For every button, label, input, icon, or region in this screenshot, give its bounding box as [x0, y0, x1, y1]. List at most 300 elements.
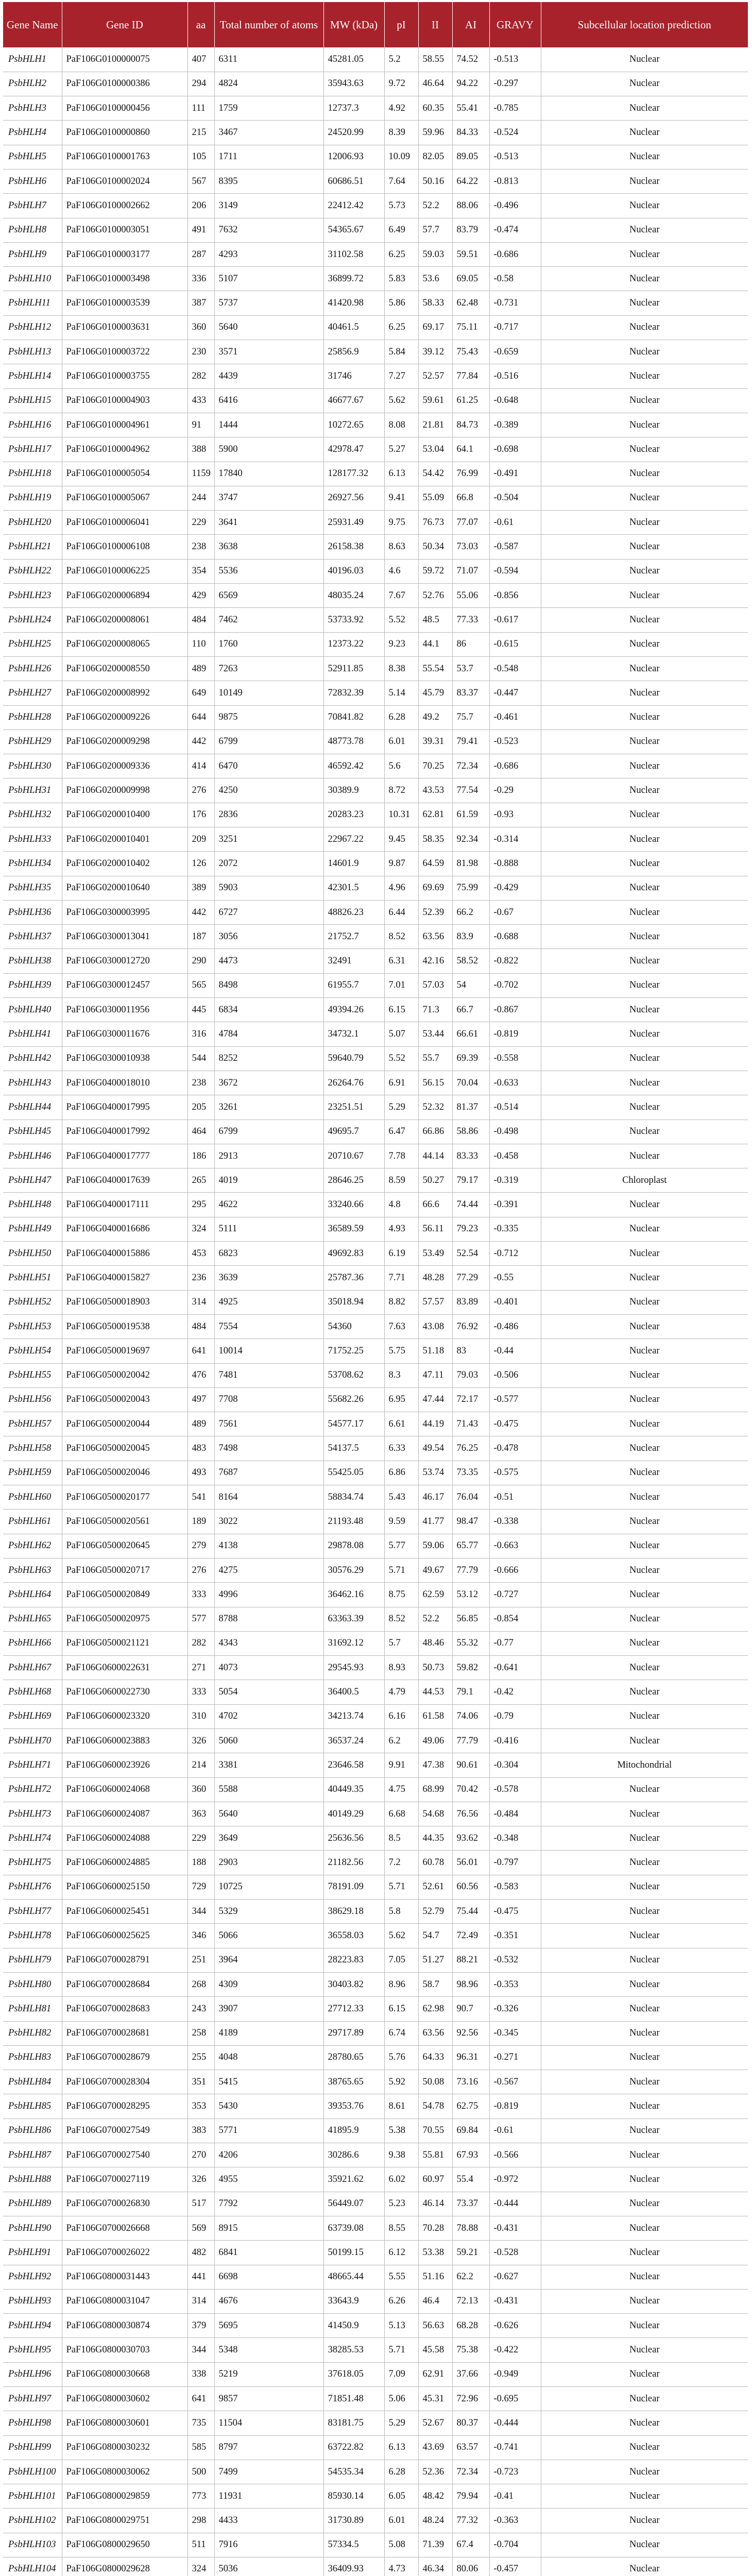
gravy-cell: -0.731 — [489, 291, 541, 315]
mw-cell: 35943.63 — [323, 72, 384, 96]
location-cell: Nuclear — [541, 1607, 748, 1631]
atoms-cell: 6841 — [214, 2241, 323, 2265]
ii-cell: 57.57 — [418, 1290, 452, 1314]
header-gene-id: Gene ID — [62, 2, 187, 47]
aa-cell: 290 — [187, 949, 214, 973]
table-row — [3, 96, 748, 121]
gene-name-cell: PsbHLH16 — [3, 413, 62, 437]
aa-cell: 360 — [187, 1777, 214, 1802]
atoms-cell: 7481 — [214, 1363, 323, 1387]
table-row — [3, 1022, 748, 1046]
ii-cell: 47.11 — [418, 1363, 452, 1387]
pi-cell: 6.01 — [384, 730, 418, 754]
gene-name-cell: PsbHLH31 — [3, 778, 62, 803]
table-row — [3, 1120, 748, 1144]
location-cell: Nuclear — [541, 1875, 748, 1899]
pi-cell: 4.93 — [384, 1217, 418, 1241]
atoms-cell: 7708 — [214, 1387, 323, 1412]
location-cell: Nuclear — [541, 2070, 748, 2094]
location-cell: Nuclear — [541, 754, 748, 778]
table-row — [3, 218, 748, 242]
ii-cell: 54.68 — [418, 1802, 452, 1826]
table-row — [3, 2119, 748, 2143]
atoms-cell: 6416 — [214, 388, 323, 413]
gravy-cell: -0.29 — [489, 778, 541, 803]
table-row — [3, 1924, 748, 1948]
mw-cell: 36400.5 — [323, 1680, 384, 1704]
gravy-cell: -0.704 — [489, 2533, 541, 2557]
table-row — [3, 2411, 748, 2435]
ii-cell: 50.08 — [418, 2070, 452, 2094]
ii-cell: 62.91 — [418, 2362, 452, 2386]
table-row — [3, 145, 748, 169]
pi-cell: 5.62 — [384, 388, 418, 413]
pi-cell: 8.3 — [384, 1363, 418, 1387]
gene-id-cell: PaF106G0500019538 — [62, 1314, 187, 1338]
ai-cell: 62.2 — [452, 2265, 489, 2289]
ai-cell: 98.47 — [452, 1510, 489, 1534]
table-row — [3, 2216, 748, 2240]
aa-cell: 1159 — [187, 462, 214, 486]
ai-cell: 59.51 — [452, 242, 489, 266]
location-cell: Chloroplast — [541, 1168, 748, 1193]
mw-cell: 26158.38 — [323, 535, 384, 559]
gravy-cell: -0.615 — [489, 632, 541, 656]
gene-id-cell: PaF106G0400017639 — [62, 1168, 187, 1193]
ai-cell: 88.21 — [452, 1948, 489, 1972]
gravy-cell: -0.822 — [489, 949, 541, 973]
mw-cell: 63739.08 — [323, 2216, 384, 2240]
gravy-cell: -0.702 — [489, 973, 541, 997]
ai-cell: 79.1 — [452, 1680, 489, 1704]
gene-name-cell: PsbHLH41 — [3, 1022, 62, 1046]
table-row — [3, 121, 748, 145]
table-row — [3, 2362, 748, 2386]
table-row — [3, 1704, 748, 1728]
location-cell: Nuclear — [541, 1314, 748, 1338]
gravy-cell: -0.474 — [489, 218, 541, 242]
ii-cell: 57.7 — [418, 218, 452, 242]
gravy-cell: -0.641 — [489, 1656, 541, 1680]
aa-cell: 314 — [187, 2289, 214, 2313]
pi-cell: 6.47 — [384, 1120, 418, 1144]
ii-cell: 59.72 — [418, 559, 452, 583]
table-row — [3, 1387, 748, 1412]
aa-cell: 453 — [187, 1242, 214, 1266]
atoms-cell: 7499 — [214, 2460, 323, 2484]
table-row — [3, 1997, 748, 2021]
mw-cell: 46677.67 — [323, 388, 384, 413]
pi-cell: 6.05 — [384, 2484, 418, 2509]
location-cell: Nuclear — [541, 413, 748, 437]
aa-cell: 279 — [187, 1534, 214, 1558]
aa-cell: 644 — [187, 705, 214, 730]
atoms-cell: 10014 — [214, 1339, 323, 1363]
location-cell: Nuclear — [541, 1924, 748, 1948]
gene-name-cell: PsbHLH65 — [3, 1607, 62, 1631]
pi-cell: 6.86 — [384, 1461, 418, 1485]
gravy-cell: -0.688 — [489, 925, 541, 949]
gene-id-cell: PaF106G0300011956 — [62, 998, 187, 1022]
pi-cell: 6.15 — [384, 1997, 418, 2021]
pi-cell: 8.59 — [384, 1168, 418, 1193]
table-row — [3, 315, 748, 340]
aa-cell: 333 — [187, 1680, 214, 1704]
gene-id-cell: PaF106G0300003995 — [62, 900, 187, 924]
atoms-cell: 5036 — [214, 2557, 323, 2576]
pi-cell: 6.01 — [384, 2509, 418, 2533]
gravy-cell: -0.949 — [489, 2362, 541, 2386]
pi-cell: 5.71 — [384, 2338, 418, 2362]
gene-id-cell: PaF106G0800031443 — [62, 2265, 187, 2289]
ii-cell: 41.77 — [418, 1510, 452, 1534]
gene-id-cell: PaF106G0500020045 — [62, 1436, 187, 1461]
gravy-cell: -0.486 — [489, 1314, 541, 1338]
ii-cell: 66.6 — [418, 1193, 452, 1217]
ai-cell: 83.79 — [452, 218, 489, 242]
ai-cell: 74.52 — [452, 47, 489, 72]
location-cell: Nuclear — [541, 1412, 748, 1436]
aa-cell: 187 — [187, 925, 214, 949]
ai-cell: 59.21 — [452, 2241, 489, 2265]
ii-cell: 53.74 — [418, 1461, 452, 1485]
table-row — [3, 1046, 748, 1071]
ii-cell: 53.44 — [418, 1022, 452, 1046]
atoms-cell: 4702 — [214, 1704, 323, 1728]
location-cell: Nuclear — [541, 2192, 748, 2216]
ii-cell: 55.54 — [418, 656, 452, 681]
atoms-cell: 8788 — [214, 1607, 323, 1631]
aa-cell: 91 — [187, 413, 214, 437]
ai-cell: 64.1 — [452, 437, 489, 462]
mw-cell: 20710.67 — [323, 1144, 384, 1168]
gene-id-cell: PaF106G0800029751 — [62, 2509, 187, 2533]
aa-cell: 238 — [187, 535, 214, 559]
ai-cell: 90.7 — [452, 1997, 489, 2021]
atoms-cell: 5348 — [214, 2338, 323, 2362]
atoms-cell: 4309 — [214, 1972, 323, 1996]
ai-cell: 92.56 — [452, 2021, 489, 2045]
gene-name-cell: PsbHLH90 — [3, 2216, 62, 2240]
table-row — [3, 584, 748, 608]
mw-cell: 26927.56 — [323, 486, 384, 510]
location-cell: Nuclear — [541, 1120, 748, 1144]
atoms-cell: 6470 — [214, 754, 323, 778]
ai-cell: 94.22 — [452, 72, 489, 96]
pi-cell: 9.87 — [384, 852, 418, 876]
pi-cell: 5.62 — [384, 1924, 418, 1948]
mw-cell: 40449.35 — [323, 1777, 384, 1802]
atoms-cell: 9857 — [214, 2387, 323, 2411]
aa-cell: 255 — [187, 2045, 214, 2070]
location-cell: Nuclear — [541, 2021, 748, 2045]
ai-cell: 53.12 — [452, 1583, 489, 1607]
gravy-cell: -0.854 — [489, 1607, 541, 1631]
pi-cell: 7.64 — [384, 169, 418, 193]
location-cell: Nuclear — [541, 2387, 748, 2411]
gene-name-cell: PsbHLH13 — [3, 340, 62, 364]
pi-cell: 6.95 — [384, 1387, 418, 1412]
ii-cell: 55.7 — [418, 1046, 452, 1071]
ii-cell: 48.24 — [418, 2509, 452, 2533]
atoms-cell: 10725 — [214, 1875, 323, 1899]
ii-cell: 63.56 — [418, 2021, 452, 2045]
table-row — [3, 2460, 748, 2484]
gene-name-cell: PsbHLH21 — [3, 535, 62, 559]
pi-cell: 7.27 — [384, 364, 418, 388]
gene-id-cell: PaF106G0700027540 — [62, 2143, 187, 2167]
table-row — [3, 998, 748, 1022]
mw-cell: 30403.82 — [323, 1972, 384, 1996]
ai-cell: 77.54 — [452, 778, 489, 803]
pi-cell: 6.19 — [384, 1242, 418, 1266]
gravy-cell: -0.524 — [489, 121, 541, 145]
gene-id-cell: PaF106G0100004903 — [62, 388, 187, 413]
gravy-cell: -0.627 — [489, 2265, 541, 2289]
atoms-cell: 4206 — [214, 2143, 323, 2167]
header-pi: pI — [384, 2, 418, 47]
gene-name-cell: PsbHLH35 — [3, 876, 62, 900]
gene-name-cell: PsbHLH40 — [3, 998, 62, 1022]
gene-id-cell: PaF106G0700027549 — [62, 2119, 187, 2143]
pi-cell: 5.83 — [384, 267, 418, 291]
gene-name-cell: PsbHLH69 — [3, 1704, 62, 1728]
pi-cell: 5.55 — [384, 2265, 418, 2289]
ii-cell: 54.7 — [418, 1924, 452, 1948]
atoms-cell: 3639 — [214, 1266, 323, 1290]
gene-name-cell: PsbHLH98 — [3, 2411, 62, 2435]
gene-id-cell: PaF106G0800031047 — [62, 2289, 187, 2313]
aa-cell: 729 — [187, 1875, 214, 1899]
gravy-cell: -0.506 — [489, 1363, 541, 1387]
gene-id-cell: PaF106G0100003631 — [62, 315, 187, 340]
gravy-cell: -0.79 — [489, 1704, 541, 1728]
gene-id-cell: PaF106G0700028683 — [62, 1997, 187, 2021]
location-cell: Nuclear — [541, 291, 748, 315]
gene-id-cell: PaF106G0400015827 — [62, 1266, 187, 1290]
ai-cell: 77.84 — [452, 364, 489, 388]
aa-cell: 489 — [187, 1412, 214, 1436]
gene-id-cell: PaF106G0500020717 — [62, 1558, 187, 1582]
pi-cell: 4.96 — [384, 876, 418, 900]
pi-cell: 6.2 — [384, 1728, 418, 1753]
gene-name-cell: PsbHLH37 — [3, 925, 62, 949]
atoms-cell: 5903 — [214, 876, 323, 900]
mw-cell: 34732.1 — [323, 1022, 384, 1046]
aa-cell: 243 — [187, 1997, 214, 2021]
gravy-cell: -0.363 — [489, 2509, 541, 2533]
aa-cell: 110 — [187, 632, 214, 656]
pi-cell: 8.82 — [384, 1290, 418, 1314]
gravy-cell: -0.351 — [489, 1924, 541, 1948]
table-row — [3, 1583, 748, 1607]
gravy-cell: -0.297 — [489, 72, 541, 96]
pi-cell: 4.92 — [384, 96, 418, 121]
ii-cell: 46.14 — [418, 2192, 452, 2216]
ai-cell: 90.61 — [452, 1753, 489, 1777]
ai-cell: 77.33 — [452, 608, 489, 632]
gravy-cell: -0.58 — [489, 267, 541, 291]
aa-cell: 251 — [187, 1948, 214, 1972]
gene-id-cell: PaF106G0400017777 — [62, 1144, 187, 1168]
location-cell: Nuclear — [541, 876, 748, 900]
ii-cell: 53.49 — [418, 1242, 452, 1266]
ai-cell: 77.07 — [452, 511, 489, 535]
aa-cell: 464 — [187, 1120, 214, 1144]
ii-cell: 82.05 — [418, 145, 452, 169]
atoms-cell: 3638 — [214, 535, 323, 559]
aa-cell: 445 — [187, 998, 214, 1022]
gene-name-cell: PsbHLH82 — [3, 2021, 62, 2045]
location-cell: Nuclear — [541, 584, 748, 608]
ii-cell: 53.38 — [418, 2241, 452, 2265]
ii-cell: 69.17 — [418, 315, 452, 340]
gene-id-cell: PaF106G0200010640 — [62, 876, 187, 900]
atoms-cell: 2913 — [214, 1144, 323, 1168]
pi-cell: 5.8 — [384, 1900, 418, 1924]
pi-cell: 6.28 — [384, 2460, 418, 2484]
gravy-cell: -0.422 — [489, 2338, 541, 2362]
ii-cell: 55.09 — [418, 486, 452, 510]
location-cell: Nuclear — [541, 169, 748, 193]
gene-name-cell: PsbHLH60 — [3, 1485, 62, 1510]
aa-cell: 206 — [187, 194, 214, 218]
location-cell: Nuclear — [541, 973, 748, 997]
ii-cell: 43.53 — [418, 778, 452, 803]
ai-cell: 69.05 — [452, 267, 489, 291]
pi-cell: 5.92 — [384, 2070, 418, 2094]
ai-cell: 78.88 — [452, 2216, 489, 2240]
gene-id-cell: PaF106G0100001763 — [62, 145, 187, 169]
ii-cell: 48.5 — [418, 608, 452, 632]
table-row — [3, 2265, 748, 2289]
atoms-cell: 5060 — [214, 1728, 323, 1753]
gravy-cell: -0.348 — [489, 1826, 541, 1851]
ai-cell: 83.37 — [452, 681, 489, 705]
ai-cell: 67.93 — [452, 2143, 489, 2167]
gene-name-cell: PsbHLH73 — [3, 1802, 62, 1826]
gravy-cell: -0.416 — [489, 1728, 541, 1753]
header-subcellular-location: Subcellular location prediction — [541, 2, 748, 47]
gravy-cell: -0.458 — [489, 1144, 541, 1168]
ai-cell: 65.77 — [452, 1534, 489, 1558]
aa-cell: 229 — [187, 1826, 214, 1851]
atoms-cell: 3467 — [214, 121, 323, 145]
aa-cell: 189 — [187, 1510, 214, 1534]
aa-cell: 287 — [187, 242, 214, 266]
pi-cell: 8.52 — [384, 1607, 418, 1631]
atoms-cell: 5054 — [214, 1680, 323, 1704]
table-row — [3, 2045, 748, 2070]
table-row — [3, 1631, 748, 1655]
pi-cell: 6.25 — [384, 315, 418, 340]
location-cell: Nuclear — [541, 2241, 748, 2265]
ii-cell: 62.98 — [418, 1997, 452, 2021]
table-row — [3, 437, 748, 462]
mw-cell: 25636.56 — [323, 1826, 384, 1851]
gravy-cell: -0.633 — [489, 1071, 541, 1095]
ii-cell: 50.34 — [418, 535, 452, 559]
gravy-cell: -0.717 — [489, 315, 541, 340]
atoms-cell: 5415 — [214, 2070, 323, 2094]
gene-id-cell: PaF106G0600023320 — [62, 1704, 187, 1728]
ii-cell: 57.03 — [418, 973, 452, 997]
gene-name-cell: PsbHLH24 — [3, 608, 62, 632]
atoms-cell: 2072 — [214, 852, 323, 876]
ii-cell: 45.31 — [418, 2387, 452, 2411]
mw-cell: 29878.08 — [323, 1534, 384, 1558]
ai-cell: 62.75 — [452, 2094, 489, 2119]
ai-cell: 75.43 — [452, 340, 489, 364]
ii-cell: 70.28 — [418, 2216, 452, 2240]
aa-cell: 353 — [187, 2094, 214, 2119]
ai-cell: 74.44 — [452, 1193, 489, 1217]
aa-cell: 577 — [187, 1607, 214, 1631]
mw-cell: 31746 — [323, 364, 384, 388]
gene-name-cell: PsbHLH38 — [3, 949, 62, 973]
table-row — [3, 973, 748, 997]
ai-cell: 75.38 — [452, 2338, 489, 2362]
atoms-cell: 5771 — [214, 2119, 323, 2143]
ii-cell: 44.1 — [418, 632, 452, 656]
pi-cell: 5.71 — [384, 1875, 418, 1899]
mw-cell: 54577.17 — [323, 1412, 384, 1436]
ii-cell: 46.17 — [418, 1485, 452, 1510]
mw-cell: 56449.07 — [323, 2192, 384, 2216]
pi-cell: 9.75 — [384, 511, 418, 535]
table-row — [3, 900, 748, 924]
location-cell: Nuclear — [541, 1387, 748, 1412]
pi-cell: 5.52 — [384, 1046, 418, 1071]
gene-id-cell: PaF106G0100003539 — [62, 291, 187, 315]
pi-cell: 5.29 — [384, 2411, 418, 2435]
ii-cell: 48.28 — [418, 1266, 452, 1290]
aa-cell: 270 — [187, 2143, 214, 2167]
aa-cell: 271 — [187, 1656, 214, 1680]
table-row — [3, 1802, 748, 1826]
gene-name-cell: PsbHLH62 — [3, 1534, 62, 1558]
ii-cell: 49.06 — [418, 1728, 452, 1753]
aa-cell: 324 — [187, 1217, 214, 1241]
gene-id-cell: PaF106G0100003498 — [62, 267, 187, 291]
atoms-cell: 8498 — [214, 973, 323, 997]
gravy-cell: -0.401 — [489, 1290, 541, 1314]
location-cell: Nuclear — [541, 730, 748, 754]
location-cell: Nuclear — [541, 2289, 748, 2313]
mw-cell: 33240.66 — [323, 1193, 384, 1217]
mw-cell: 36899.72 — [323, 267, 384, 291]
table-row — [3, 608, 748, 632]
location-cell: Nuclear — [541, 827, 748, 852]
table-row — [3, 2509, 748, 2533]
gravy-cell: -0.698 — [489, 437, 541, 462]
ai-cell: 59.82 — [452, 1656, 489, 1680]
aa-cell: 489 — [187, 656, 214, 681]
gravy-cell: -0.813 — [489, 169, 541, 193]
mw-cell: 27712.33 — [323, 1997, 384, 2021]
mw-cell: 31102.58 — [323, 242, 384, 266]
mw-cell: 30286.6 — [323, 2143, 384, 2167]
location-cell: Nuclear — [541, 340, 748, 364]
pi-cell: 5.73 — [384, 194, 418, 218]
gravy-cell: -0.695 — [489, 2387, 541, 2411]
ai-cell: 77.79 — [452, 1728, 489, 1753]
pi-cell: 6.15 — [384, 998, 418, 1022]
gene-name-cell: PsbHLH83 — [3, 2045, 62, 2070]
aa-cell: 541 — [187, 1485, 214, 1510]
gene-id-cell: PaF106G0500020046 — [62, 1461, 187, 1485]
ii-cell: 71.3 — [418, 998, 452, 1022]
